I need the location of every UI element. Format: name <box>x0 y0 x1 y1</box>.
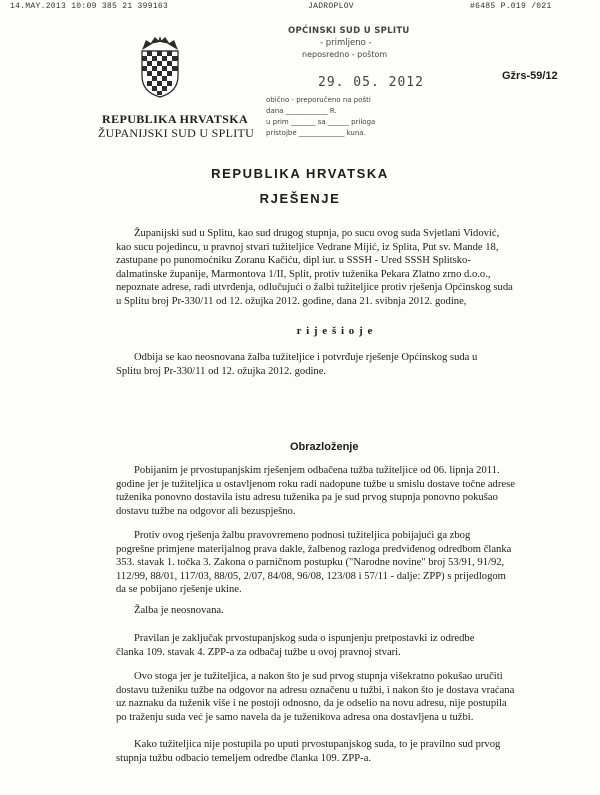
stamp-delivery: neposredno - poštom <box>302 50 388 59</box>
stamp-row-4: pristojbe _____________ kuna. <box>266 129 366 137</box>
text-line: kao sucu pojedincu, u pravnoj stvari tužiteljice Vedrane Mijić, iz Splita, Put sv. Mande 18, <box>116 241 499 253</box>
stamp-row-1: obično - preporučeno na pošti <box>266 96 371 104</box>
stamp-row-3: u prim _______ sa ______ priloga <box>266 118 376 126</box>
text-line: Pravilan je zaključak prvostupanjskog suda o ispunjenju pretpostavki iz odredbe <box>134 633 475 644</box>
text-line: Županijski sud u Splitu, kao sud drugog stupnja, po sucu ovog suda Svjetlani Vidović, <box>134 228 500 239</box>
stamp-date: 29. 05. 2012 <box>318 75 424 90</box>
text-line: Kako tužiteljica nije postupila po uputi prvostupanjskog suda, to je pravilno sud prvog <box>134 739 501 750</box>
text-line: da se pobijano rješenje ukine. <box>116 584 242 596</box>
stamp-received: - primljeno - <box>320 38 372 48</box>
reasoning-paragraph-4 <box>116 632 556 659</box>
fax-datetime: 14.MAY.2013 10:09 385 21 399163 <box>10 2 169 11</box>
text-line: godine jer je tužiteljica u ostavljenom roku radi nadopune tužbe u smislu dostave točne adrese <box>116 478 515 490</box>
text-line: dostavu tuženiku tužbe na odgovor na adresu označenu u tužbi, i nakon što je dostava vraćana <box>116 684 515 696</box>
reasoning-paragraph-6 <box>116 738 556 765</box>
reasoning-heading: Obrazloženje <box>290 441 359 453</box>
text-line: 112/99, 88/01, 117/03, 88/05, 2/07, 84/08, 96/08, 123/08 i 57/11 - dalje: ZPP) s prijedlogom <box>116 570 506 582</box>
text-line: Pobijanim je prvostupanjskim rješenjem odbačena tužba tužiteljice od 06. lipnja 2011. <box>134 465 500 476</box>
reasoning-paragraph-1 <box>116 464 556 518</box>
text-line: članka 109. stavak 4. ZPP-a za odbačaj tužbe u ovoj pravnoj stvari. <box>116 646 401 658</box>
stamp-title: OPĆINSKI SUD U SPLITU <box>288 26 410 36</box>
text-line: po traženju suda već je samo navela da je tuženikova adresa ona dostavljena u tužbi. <box>116 711 474 723</box>
reasoning-paragraph-5 <box>116 670 556 724</box>
text-line: uz naznaku da tuženik više i ne postoji odnosno, da je odselio na novu adresu, nije postupila <box>116 698 507 710</box>
text-line: Odbija se kao neosnovana žalba tužiteljice i potvrđuje rješenje Općinskog suda u <box>134 352 478 363</box>
resolved-heading: r i j e š i o j e <box>296 325 374 337</box>
document-heading: REPUBLIKA HRVATSKA <box>211 166 389 181</box>
fax-pages: #6485 P.019 /021 <box>470 2 552 11</box>
text-line: nepoznate adrese, radi utvrđenja, odlučujući o žalbi tužiteljice protiv rješenja Općinskog suda <box>116 282 513 294</box>
text-line: dostavu tužbe na odgovor ali bezuspješno. <box>116 505 296 517</box>
text-line: stupnja tužbu odbacio temeljem odredbe članka 109. ZPP-a. <box>116 752 372 764</box>
fax-sender: JADROPLOV <box>308 2 354 11</box>
text-line: Splitu broj Pr-330/11 od 12. ožujka 2012. godine. <box>116 365 327 377</box>
text-line: u Splitu broj Pr-330/11 od 12. ožujka 2012. godine, dana 21. svibnja 2012. godine, <box>116 295 467 307</box>
text-line: Žalba je neosnovana. <box>134 605 224 616</box>
text-line: tuženika ponovno dostavila istu adresu tuženika pa je sud prvog stupnja ponovno pokušao <box>116 492 498 504</box>
reasoning-paragraph-3 <box>116 604 556 618</box>
court-name: ŽUPANIJSKI SUD U SPLITU <box>98 126 255 140</box>
text-line: Protiv ovog rješenja žalbu pravovremeno podnosi tužiteljica pobijajući ga zbog <box>134 530 471 541</box>
text-line: dalmatinske županije, Marmontova 1/II, Split, protiv tuženika Pekara Zlatno zrno d.o.o., <box>116 268 491 280</box>
intro-paragraph <box>116 227 556 309</box>
republic-name: REPUBLIKA HRVATSKA <box>102 112 249 126</box>
text-line: Ovo stoga jer je tužiteljica, a nakon što je sud prvog stupnja višekratno pokušao uručiti <box>134 671 503 682</box>
stamp-row-2: dana ____________ R. <box>266 107 337 115</box>
text-line: zastupane po punomoćniku Zoranu Kačiću, dipl iur. u SSSH - Ured SSSH Splitsko- <box>116 255 471 267</box>
decision-paragraph <box>116 351 556 378</box>
text-line: pogrešne primjene materijalnog prava dakle, žalbenog razloga predviđenog odredbom članka <box>116 543 512 555</box>
reasoning-paragraph-2 <box>116 529 556 597</box>
case-number: Gžrs-59/12 <box>502 70 558 82</box>
text-line: 353. stavak 1. točka 3. Zakona o parničnom postupku ("Narodne novine" broj 53/91, 91/92, <box>116 557 505 569</box>
coat-of-arms-icon <box>138 36 182 98</box>
document-subheading: RJEŠENJE <box>259 191 341 206</box>
